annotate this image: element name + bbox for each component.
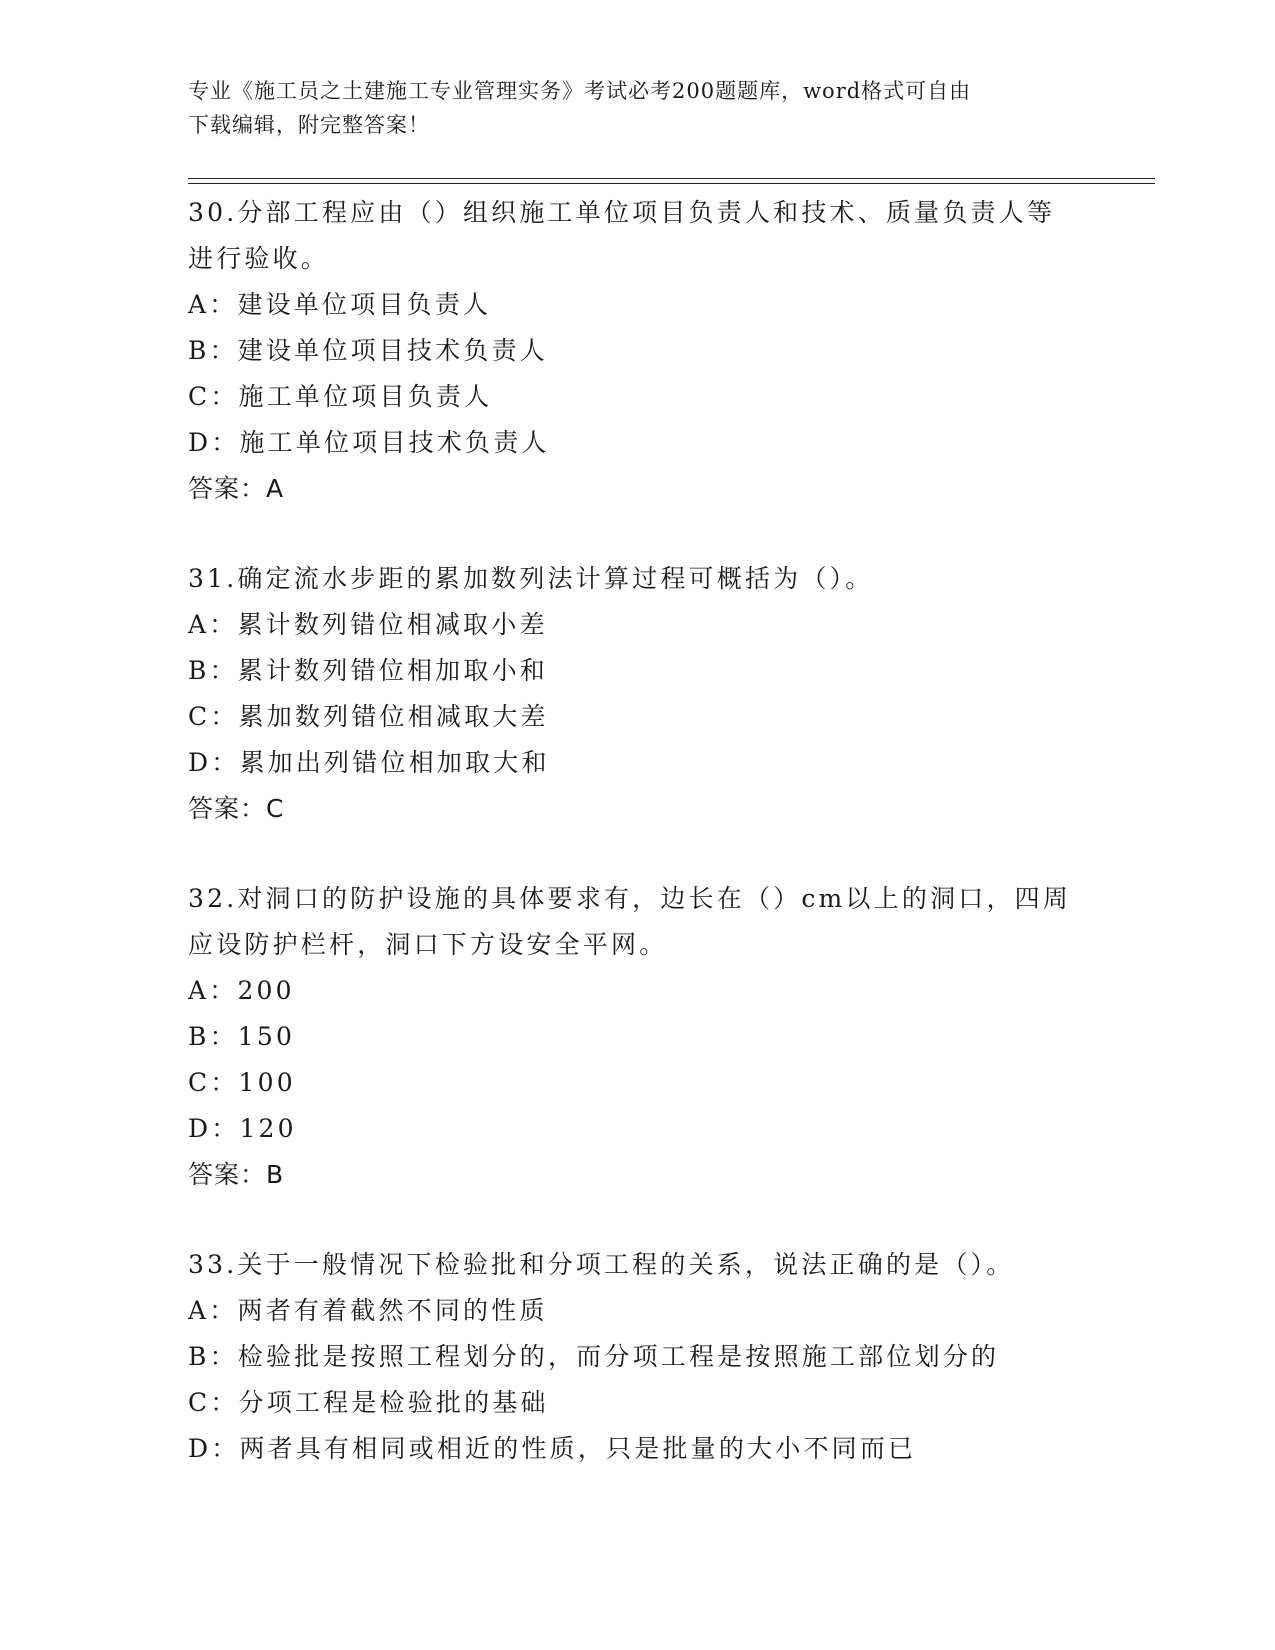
header-divider-top (188, 178, 1155, 179)
question-text (188, 556, 1088, 602)
question-text-line: 32.对洞口的防护设施的具体要求有，边长在（）cm以上的洞口，四周 (188, 884, 1072, 913)
answer: 答案：B (188, 1160, 285, 1189)
answer: 答案：A (188, 474, 285, 503)
question-text-line: 30.分部工程应由（）组织施工单位项目负责人和技术、质量负责人等 (188, 198, 1056, 227)
question-32 (188, 876, 1088, 1198)
question-text-line: 33.关于一般情况下检验批和分项工程的关系，说法正确的是（）。 (188, 1250, 1015, 1279)
question-31 (188, 556, 1088, 832)
option-d: D：120 (188, 1114, 297, 1143)
option-d: D：施工单位项目技术负责人 (188, 428, 550, 457)
option-c: C：施工单位项目负责人 (188, 382, 493, 411)
option-b: B：累计数列错位相加取小和 (188, 656, 548, 685)
header-line-1: 专业《施工员之土建施工专业管理实务》考试必考200题题库，word格式可自由 (188, 79, 972, 103)
document-header (188, 74, 1068, 142)
question-text-line: 31.确定流水步距的累加数列法计算过程可概括为（）。 (188, 564, 874, 593)
answer: 答案：C (188, 794, 285, 823)
header-line-2: 下载编辑，附完整答案！ (188, 113, 430, 137)
question-spacer (188, 1198, 1088, 1242)
question-30 (188, 190, 1088, 512)
question-spacer (188, 512, 1088, 556)
question-33 (188, 1242, 1088, 1472)
question-list (188, 190, 1088, 1472)
question-text (188, 190, 1088, 282)
question-text-line: 应设防护栏杆，洞口下方设安全平网。 (188, 930, 668, 959)
question-spacer (188, 832, 1088, 876)
option-a: A：建设单位项目负责人 (188, 290, 492, 319)
option-a: A：两者有着截然不同的性质 (188, 1296, 548, 1325)
option-c: C：分项工程是检验批的基础 (188, 1388, 549, 1417)
option-b: B：建设单位项目技术负责人 (188, 336, 548, 365)
option-a: A：累计数列错位相减取小差 (188, 610, 548, 639)
option-b: B：检验批是按照工程划分的，而分项工程是按照施工部位划分的 (188, 1342, 1000, 1371)
option-c: C：累加数列错位相减取大差 (188, 702, 549, 731)
question-text (188, 1242, 1088, 1288)
question-text-line: 进行验收。 (188, 244, 330, 273)
option-d: D：累加出列错位相加取大和 (188, 748, 550, 777)
option-d: D：两者具有相同或相近的性质，只是批量的大小不同而已 (188, 1434, 917, 1463)
question-text (188, 876, 1088, 968)
option-b: B：150 (188, 1022, 296, 1051)
option-c: C：100 (188, 1068, 296, 1097)
option-a: A：200 (188, 976, 295, 1005)
header-divider-bottom (188, 183, 1155, 184)
